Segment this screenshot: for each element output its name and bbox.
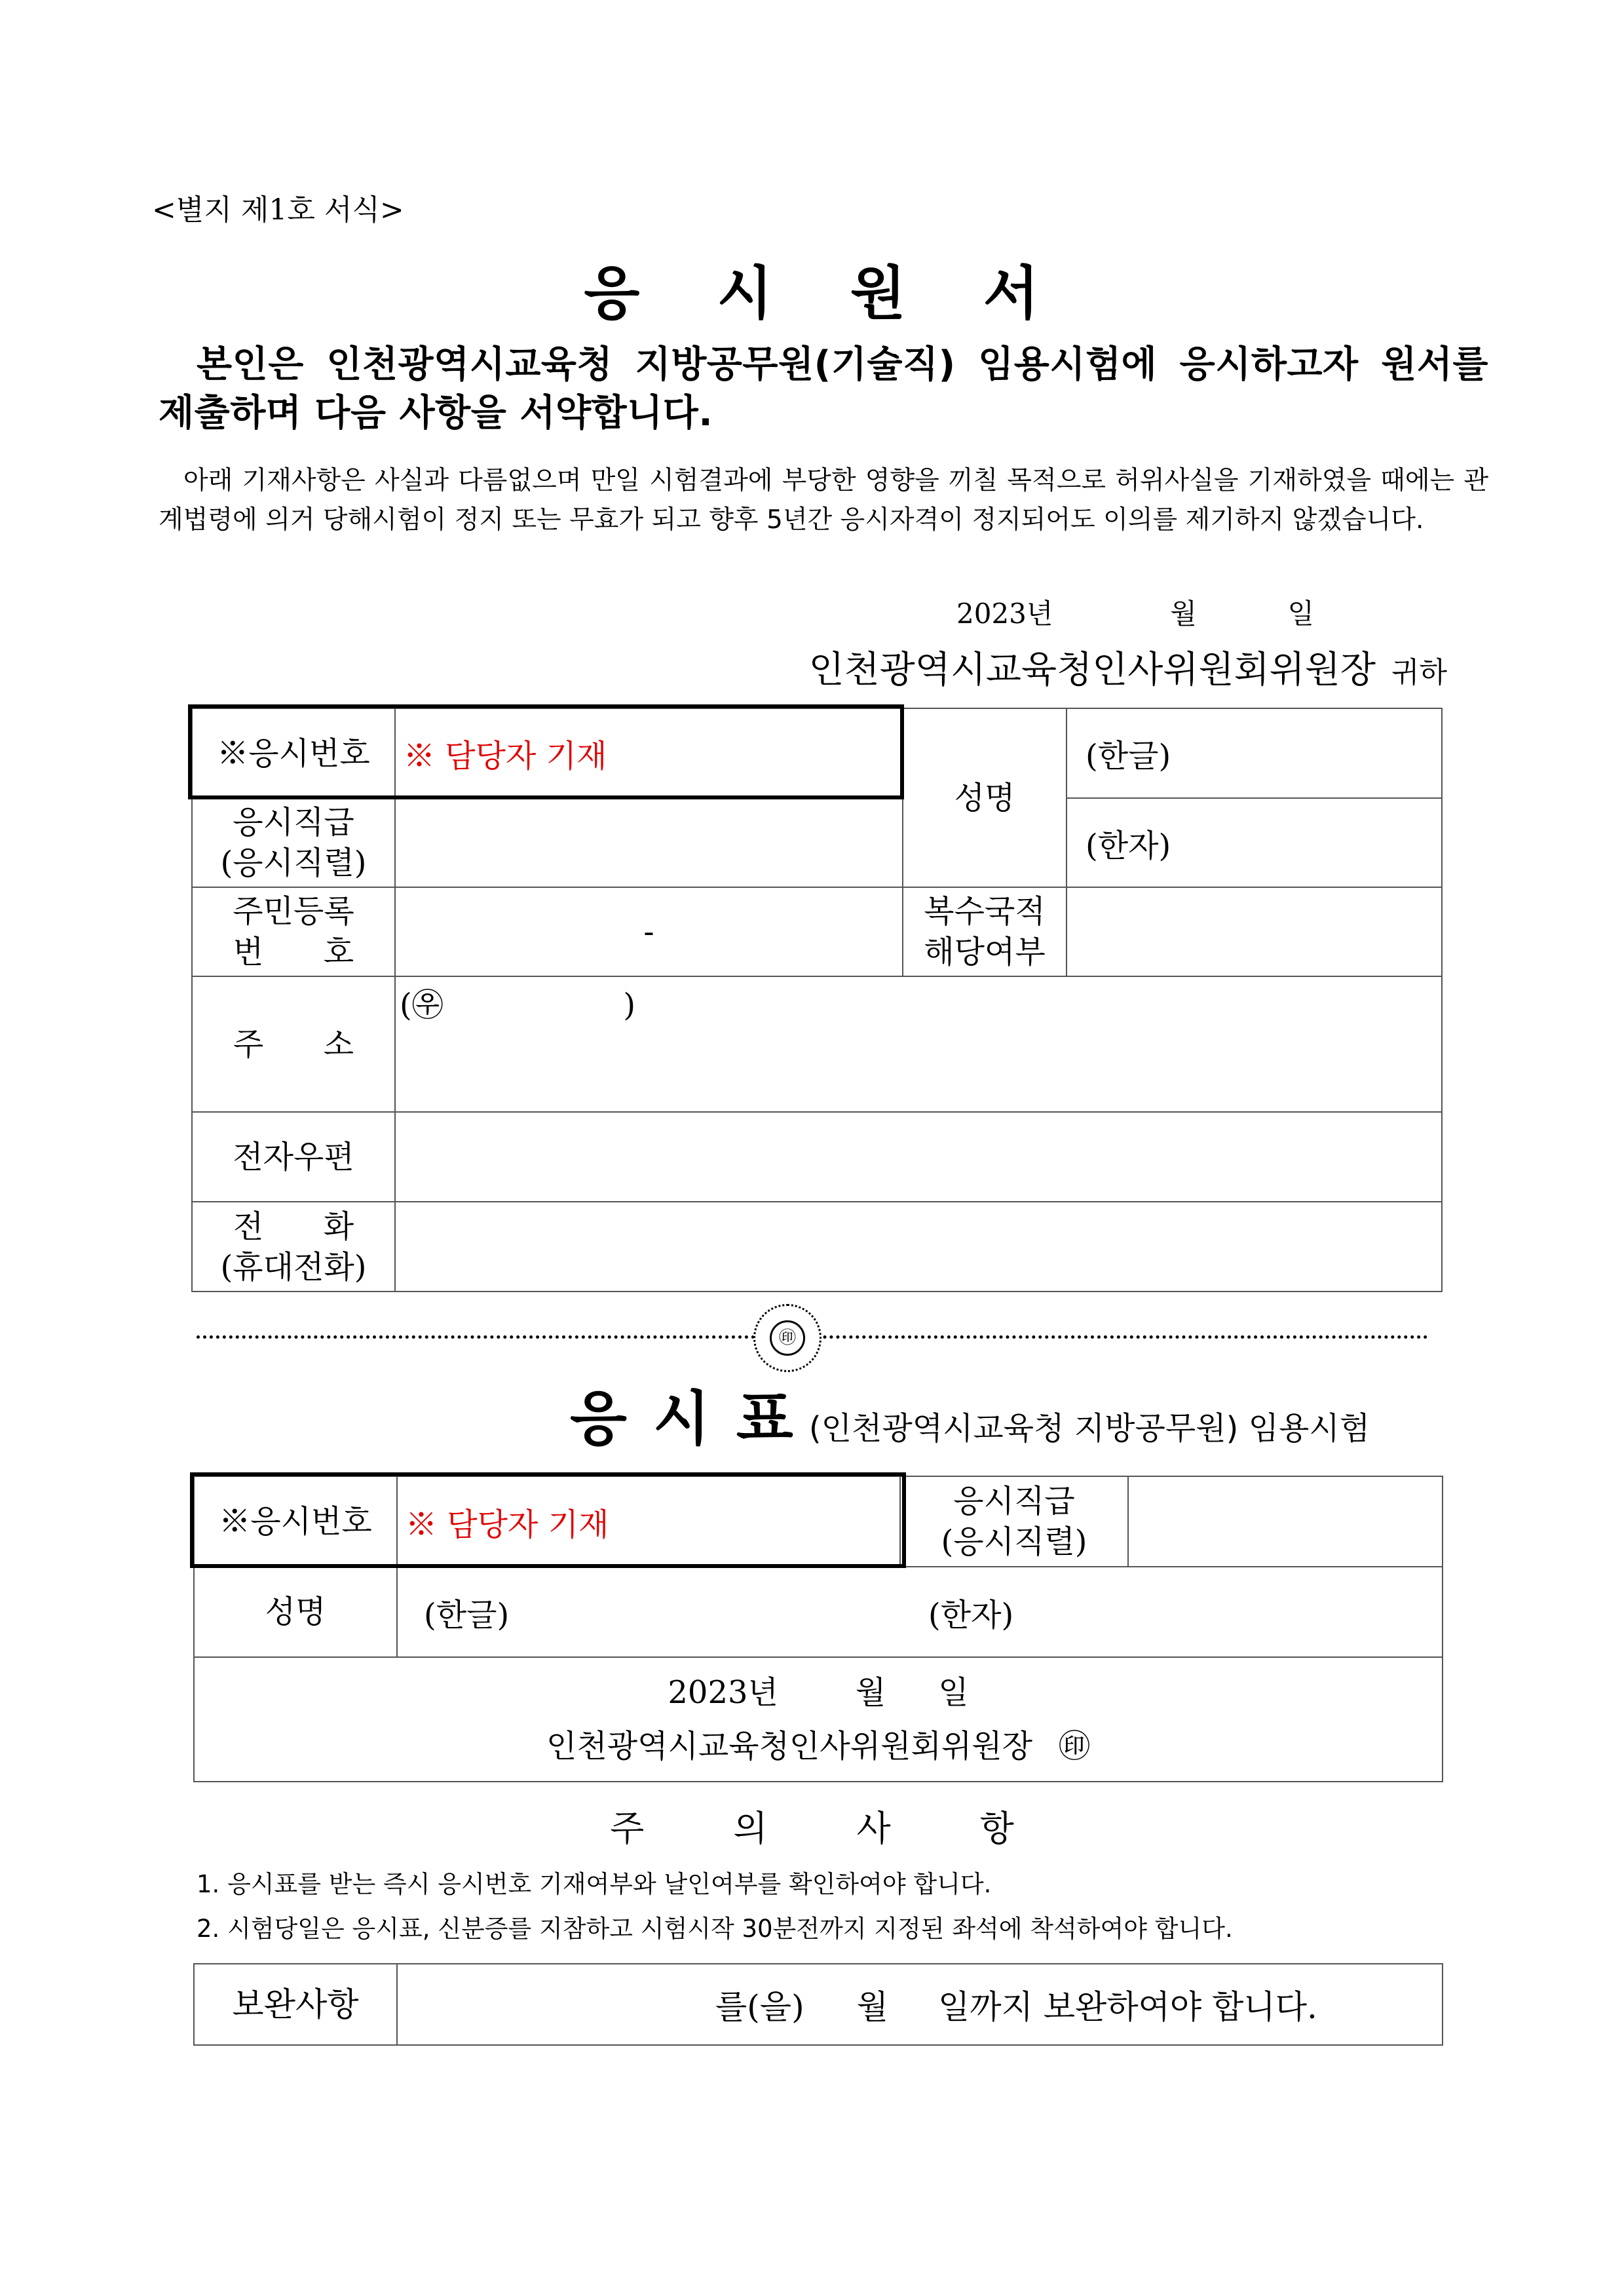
- supplement-table: [193, 1963, 1443, 2046]
- exam-number-field: [395, 708, 903, 798]
- caution-title-char: 주: [610, 1808, 645, 1849]
- rrn-label-line2: 번 호: [233, 934, 354, 970]
- caution-item: 1. 응시표를 받는 즉시 응시번호 기재여부와 날인여부를 확인하여야 합니다.: [197, 1870, 992, 1898]
- phone-label-line2: (휴대전화): [220, 1248, 367, 1286]
- email-label: 전자우편: [192, 1112, 395, 1202]
- ticket-hangul-label: (한글): [424, 1596, 510, 1634]
- notice-text: 아래 기재사항은 사실과 다름없으며 만일 시험결과에 부당한 영향을 끼칠 목적으로 허위사실을 기재하였을 때에는 관계법령에 의거 당해시험이 정지 또는 무효가 되고 향후 5년간 응시자격이 정지되어도 이의를 제기하지 않겠습니다.: [159, 466, 1488, 535]
- hangul-label: (한글): [1086, 738, 1171, 775]
- grade-label-line2: (응시직렬): [220, 845, 367, 881]
- pledge-statement: 본인은 인천광역시교육청 지방공무원(기술직) 임용시험에 응시하고자 원서를 제출하며 다음 사항을 서약합니다.: [159, 343, 1488, 434]
- rrn-label: [192, 887, 395, 976]
- title-char: 원: [850, 259, 907, 327]
- title-char: 서: [983, 259, 1040, 327]
- ticket-date-month: 월: [855, 1674, 886, 1711]
- exam-number-label: ※응시번호: [192, 708, 395, 798]
- ticket-name-field[interactable]: [397, 1567, 1443, 1657]
- dual-label-line1: 복수국적: [924, 893, 1046, 930]
- ticket-staff-fill-note: ※ 담당자 기재: [406, 1506, 609, 1543]
- ticket-hanja-label: (한자): [928, 1596, 1014, 1634]
- date-day: 일: [1287, 598, 1315, 630]
- ticket-issue-block: [194, 1657, 1443, 1782]
- phone-field[interactable]: [395, 1202, 1442, 1292]
- name-label: 성명: [903, 708, 1067, 887]
- grade-label-line1: 응시직급: [233, 804, 354, 841]
- ticket-grade-line1: 응시직급: [953, 1483, 1075, 1520]
- caution-title-char: 항: [979, 1808, 1014, 1849]
- postcode-label: (㉾ ): [400, 987, 636, 1024]
- ticket-title-char: 시: [652, 1385, 710, 1453]
- ticket-name-label: 성명: [194, 1567, 397, 1657]
- application-table: [191, 708, 1443, 1292]
- caution-item: 2. 시험당일은 응시표, 신분증를 지참하고 시험시작 30분전까지 지정된 좌석에 착석하여야 합니다.: [197, 1915, 1233, 1943]
- addressee: [808, 641, 1447, 693]
- supplement-field[interactable]: [397, 1964, 1443, 2045]
- ticket-issuer: [195, 1719, 1442, 1773]
- date-month: 월: [1170, 598, 1197, 630]
- ticket-title-char: 응: [570, 1385, 627, 1453]
- honorific: 귀하: [1391, 656, 1447, 689]
- ticket-seal-icon: ㊞: [1058, 1728, 1090, 1765]
- rrn-dash: -: [643, 913, 654, 950]
- caution-title-char: 사: [856, 1808, 891, 1849]
- ticket-date: [195, 1666, 1442, 1719]
- dual-nationality-field[interactable]: [1067, 887, 1442, 976]
- ticket-grade-field[interactable]: [1128, 1476, 1443, 1567]
- phone-label: [192, 1202, 395, 1292]
- supplement-text-3: 일까지 보완하여야 합니다.: [937, 1988, 1317, 2026]
- ticket-grade-line2: (응시직렬): [941, 1523, 1087, 1560]
- rrn-field[interactable]: [395, 887, 903, 976]
- supplement-label: 보완사항: [194, 1964, 397, 2045]
- application-date: [956, 592, 1314, 632]
- name-hanja-field[interactable]: [1067, 798, 1442, 887]
- page-title: [0, 248, 1624, 330]
- ticket-title: [570, 1371, 1370, 1456]
- rrn-label-line1: 주민등록: [233, 893, 354, 930]
- dual-label-line2: 해당여부: [924, 934, 1046, 970]
- supplement-text-2: 월: [856, 1988, 888, 2026]
- caution-title-char: 의: [733, 1808, 768, 1849]
- ticket-title-char: 표: [736, 1385, 793, 1453]
- phone-label-line1: 전 화: [233, 1208, 354, 1245]
- staff-fill-note: ※ 담당자 기재: [404, 738, 607, 775]
- addressee-name: 인천광역시교육청인사위원회위원장: [808, 649, 1376, 691]
- ticket-date-day: 일: [938, 1674, 969, 1711]
- address-field[interactable]: [395, 976, 1442, 1112]
- grade-field[interactable]: [395, 798, 903, 887]
- address-label: 주 소: [192, 976, 395, 1112]
- ticket-date-year: 2023년: [668, 1674, 778, 1711]
- caution-title: [0, 1801, 1624, 1851]
- ticket-exam-number-field: [397, 1476, 900, 1567]
- ticket-subtitle: (인천광역시교육청 지방공무원) 임용시험: [808, 1410, 1370, 1447]
- date-year: 2023년: [956, 598, 1053, 630]
- ticket-exam-number-label: ※응시번호: [194, 1476, 397, 1567]
- name-hangul-field[interactable]: [1067, 708, 1442, 798]
- title-char: 시: [717, 259, 774, 327]
- email-field[interactable]: [395, 1112, 1442, 1202]
- title-char: 응: [584, 259, 641, 327]
- hanja-label: (한자): [1086, 827, 1171, 864]
- ticket-table: [193, 1476, 1443, 1782]
- ticket-grade-label: [900, 1476, 1128, 1567]
- form-label: <별지 제1호 서식>: [152, 193, 404, 227]
- dual-nationality-label: [903, 887, 1067, 976]
- seal-icon: ㊞: [770, 1320, 805, 1356]
- supplement-text-1: 를(을): [715, 1988, 804, 2026]
- ticket-issuer-name: 인천광역시교육청인사위원회위원장: [546, 1728, 1032, 1765]
- grade-label: [192, 798, 395, 887]
